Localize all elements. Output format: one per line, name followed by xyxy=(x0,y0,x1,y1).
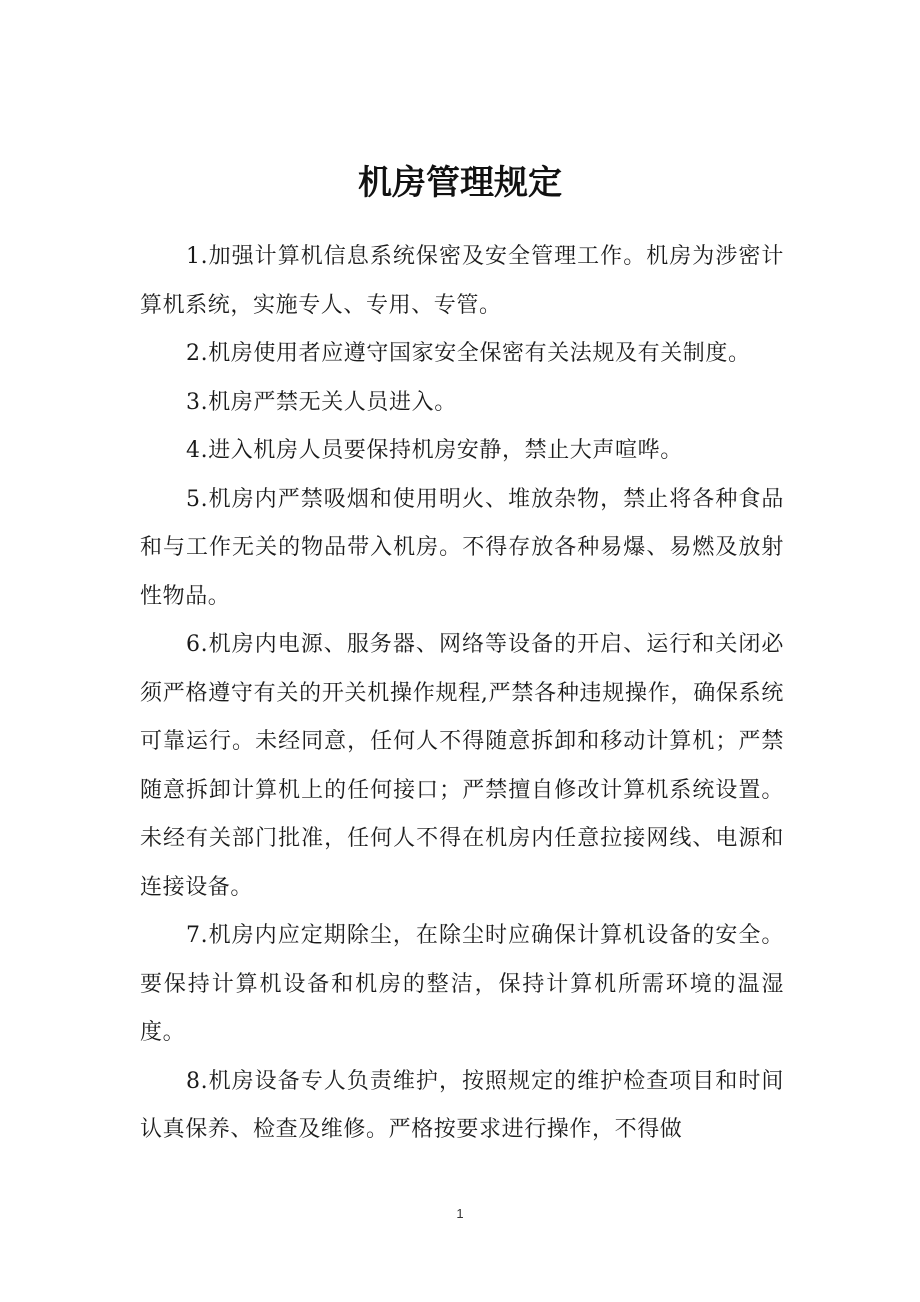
document-body xyxy=(140,233,784,1155)
paragraph-4: 4.进入机房人员要保持机房安静，禁止大声喧哗。 xyxy=(186,438,683,463)
page-number: 1 xyxy=(456,1206,464,1221)
document-title: 机房管理规定 xyxy=(358,163,562,203)
paragraph-8: 8.机房设备专人负责维护，按照规定的维护检查项目和时间认真保养、检查及维修。严格按要求进行操作，不得做 xyxy=(140,1068,784,1142)
paragraph-2: 2.机房使用者应遵守国家安全保密有关法规及有关制度。 xyxy=(186,341,751,366)
paragraph-6: 6.机房内电源、服务器、网络等设备的开启、运行和关闭必须严格遵守有关的开关机操作规程,严禁各种违规操作，确保系统可靠运行。未经同意，任何人不得随意拆卸和移动计算机；严禁随意拆卸计算机上的任何接口；严禁擅自修改计算机系统设置。未经有关部门批准，任何人不得在机房内任意拉接网线、电源和连接设备。 xyxy=(140,632,784,900)
paragraph-5: 5.机房内严禁吸烟和使用明火、堆放杂物，禁止将各种食品和与工作无关的物品带入机房。不得存放各种易爆、易燃及放射性物品。 xyxy=(140,486,784,609)
paragraph-7: 7.机房内应定期除尘，在除尘时应确保计算机设备的安全。要保持计算机设备和机房的整洁，保持计算机所需环境的温湿度。 xyxy=(140,923,784,1045)
paragraph-3: 3.机房严禁无关人员进入。 xyxy=(186,389,457,415)
paragraph-1: 1.加强计算机信息系统保密及安全管理工作。机房为涉密计算机系统，实施专人、专用、专管。 xyxy=(140,244,784,318)
